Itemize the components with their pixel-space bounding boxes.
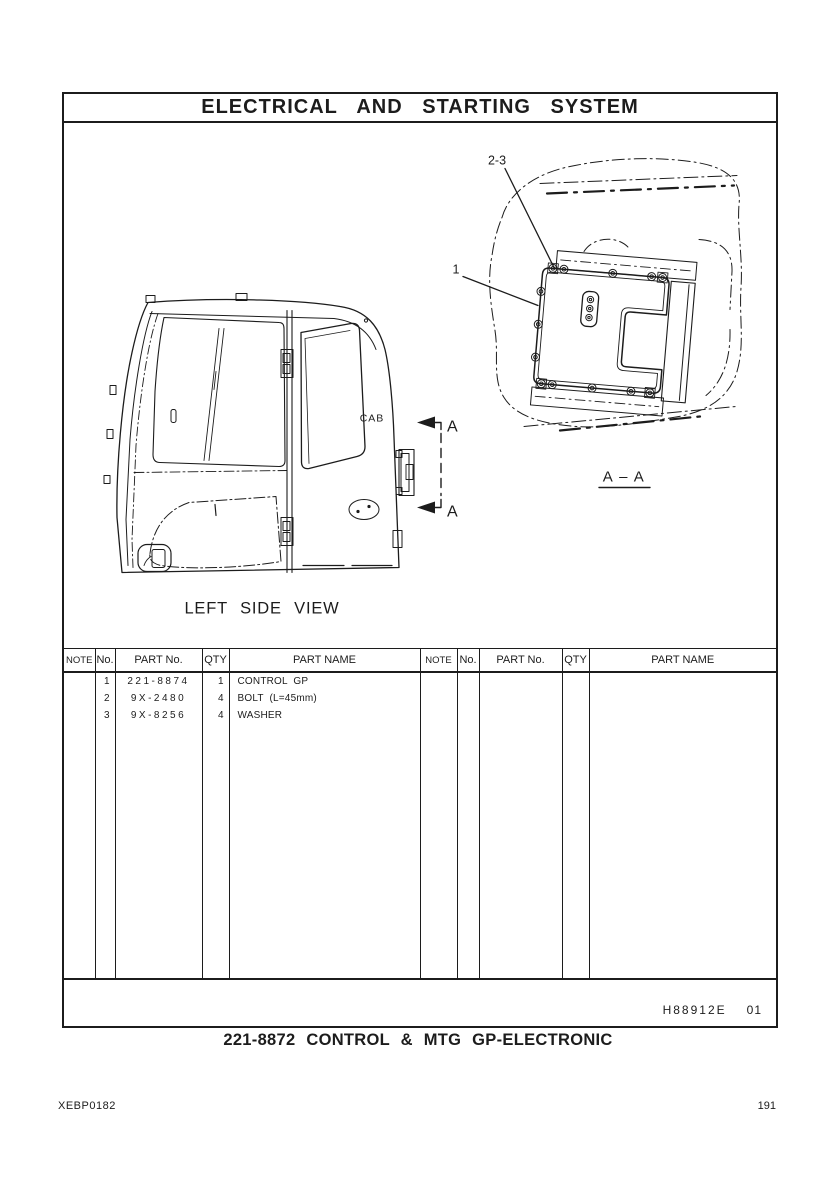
empty-cell (420, 690, 457, 707)
section-view-label: A – A (602, 468, 646, 486)
cell-part-no: 9X-8256 (115, 707, 202, 724)
empty-cell (479, 707, 562, 724)
empty-cell (562, 707, 589, 724)
mounting-bolts (529, 263, 667, 397)
empty-cell (202, 724, 229, 979)
rear-mount-connector (396, 450, 414, 496)
cell-part-name: CONTROL GP (229, 672, 420, 690)
technical-drawing (64, 123, 776, 648)
table-row (64, 672, 776, 690)
cell-note (64, 690, 95, 707)
empty-cell (457, 690, 479, 707)
unit-connector (580, 291, 599, 327)
col-header-partname-right: PART NAME (589, 649, 776, 673)
cell-qty: 1 (202, 672, 229, 690)
page-title: ELECTRICAL AND STARTING SYSTEM (64, 94, 776, 123)
table-header-row (64, 649, 776, 673)
col-header-no-right: No. (457, 649, 479, 673)
empty-cell (479, 724, 562, 979)
empty-cell (420, 707, 457, 724)
cell-no: 2 (95, 690, 115, 707)
document-code: XEBP0182 (58, 1100, 116, 1112)
empty-cell (589, 724, 776, 979)
empty-cell (420, 672, 457, 690)
parts-table (64, 648, 776, 980)
col-header-partno-left: PART No. (115, 649, 202, 673)
empty-cell (479, 690, 562, 707)
col-header-partname-left: PART NAME (229, 649, 420, 673)
drawing-area (64, 123, 776, 648)
figure-revision: 01 (746, 1003, 762, 1017)
col-header-qty-right: QTY (562, 649, 589, 673)
section-arrow-top-icon (417, 417, 435, 429)
cab-label: CAB (359, 412, 385, 425)
empty-cell (589, 690, 776, 707)
section-marker-bottom: A (447, 503, 458, 521)
empty-cell (457, 672, 479, 690)
cell-note (64, 672, 95, 690)
empty-cell (589, 707, 776, 724)
cell-part-name: BOLT (L=45mm) (229, 690, 420, 707)
cell-part-no: 221-8874 (115, 672, 202, 690)
figure-reference (64, 979, 776, 1026)
col-header-qty-left: QTY (202, 649, 229, 673)
cell-no: 1 (95, 672, 115, 690)
cell-part-no: 9X-2480 (115, 690, 202, 707)
col-header-partno-right: PART No. (479, 649, 562, 673)
callout-fasteners: 2-3 (487, 153, 507, 168)
empty-cell (457, 724, 479, 979)
section-aa-detail (453, 154, 742, 488)
cab-left-side-view (104, 294, 414, 573)
figure-caption: 221-8872 CONTROL & MTG GP-ELECTRONIC (223, 1031, 613, 1049)
empty-cell (562, 672, 589, 690)
page-number: 191 (757, 1100, 776, 1112)
empty-cell (64, 724, 95, 979)
empty-cell (479, 672, 562, 690)
empty-cell (420, 724, 457, 979)
empty-cell (95, 724, 115, 979)
plate-border (62, 92, 778, 1028)
empty-cell (457, 707, 479, 724)
section-arrow-bottom-icon (417, 502, 435, 514)
table-row (64, 690, 776, 707)
empty-cell (562, 690, 589, 707)
section-marker-top: A (447, 418, 458, 436)
empty-cell (229, 724, 420, 979)
door-handle (138, 545, 171, 572)
section-cut-marker (417, 417, 458, 521)
left-side-view-label: LEFT SIDE VIEW (184, 599, 340, 618)
control-unit (527, 249, 697, 418)
table-filler-row (64, 724, 776, 979)
cell-qty: 4 (202, 707, 229, 724)
cell-part-name: WASHER (229, 707, 420, 724)
cell-qty: 4 (202, 690, 229, 707)
cell-note (64, 707, 95, 724)
col-header-note-left: NOTE (64, 649, 95, 673)
callout-control: 1 (452, 262, 460, 277)
figure-code: H88912E (662, 1003, 727, 1017)
empty-cell (589, 672, 776, 690)
cell-no: 3 (95, 707, 115, 724)
empty-cell (562, 724, 589, 979)
table-row (64, 707, 776, 724)
empty-cell (115, 724, 202, 979)
col-header-no-left: No. (95, 649, 115, 673)
col-header-note-right: NOTE (420, 649, 457, 673)
